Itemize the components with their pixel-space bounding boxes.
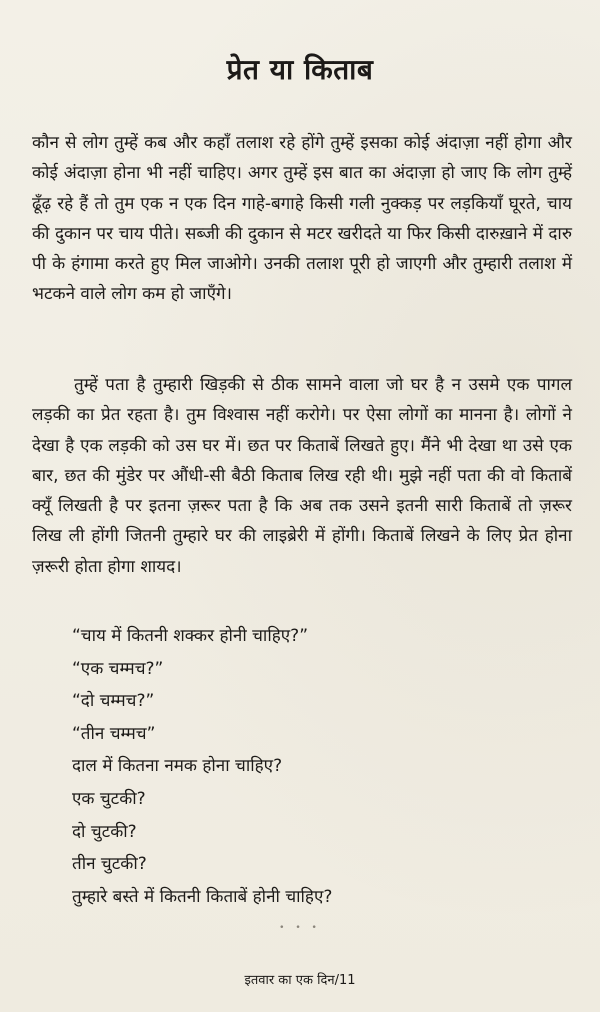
dialogue-line: तुम्हारे बस्ते में कितनी किताबें होनी चाहिए? [72, 886, 333, 907]
dialogue-list [72, 620, 332, 913]
dialogue-line: “तीन चम्मच” [72, 723, 156, 744]
dialogue-line: “चाय में कितनी शक्कर होनी चाहिए?” [72, 626, 308, 646]
dialogue-line: एक चुटकी? [72, 788, 146, 809]
dialogue-line: “दो चम्मच?” [72, 691, 155, 712]
dialogue-line: तीन चुटकी? [72, 854, 147, 875]
chapter-title: प्रेत या किताब [226, 53, 374, 86]
dialogue-line: “एक चम्मच?” [72, 658, 164, 679]
paragraph-2: तुम्हें पता है तुम्हारी खिड़की से ठीक सामने वाला जो घर है न उसमे एक पागल लड़की का प्रेत रहता है। तुम विश्वास नहीं करोगे। पर ऐसा लोगों का मानना है। लोगों ने देखा है एक लड़की को उस घर में। छत पर किताबें लिखते हुए। मैंने भी देखा था उसे एक बार, छत की मुंडेर पर औंधी-सी बैठी किताब लिख रही थी। मुझे नहीं पता की वो किताबें क्यूँ लिखती है पर इतना ज़रूर पता है कि अब तक उसने इतनी सारी किताबें तो ज़रूर लिख ली होंगी जितनी तुम्हारे घर की लाइब्रेरी में होंगी। किताबें लिखने के लिए प्रेत होना ज़रूरी होता होगा शायद। [32, 375, 572, 577]
section-ornament: • • • [279, 923, 321, 933]
paragraph-1: कौन से लोग तुम्हें कब और कहाँ तलाश रहे होंगे तुम्हें इसका कोई अंदाज़ा नहीं होगा और कोई अंदाज़ा होना भी नहीं चाहिए। अगर तुम्हें इस बात का अंदाज़ा हो जाए कि लोग तुम्हें ढूँढ़ रहे हैं तो तुम एक न एक दिन गाहे-बगाहे किसी गली नुक्कड़ पर लड़कियाँ घूरते, चाय की दुकान पर चाय पीते। सब्जी की दुकान से मटर खरीदते या फिर किसी दारुख़ाने में दारु पी के हंगामा करते हुए मिल जाओगे। उनकी तलाश पूरी हो जाएगी और तुम्हारी तलाश में भटकने वाले लोग कम हो जाएँगे। [32, 133, 572, 305]
page-footer: इतवार का एक दिन/11 [244, 973, 356, 988]
dialogue-line: दाल में कितना नमक होना चाहिए? [72, 756, 283, 777]
dialogue-line: दो चुटकी? [72, 821, 137, 842]
